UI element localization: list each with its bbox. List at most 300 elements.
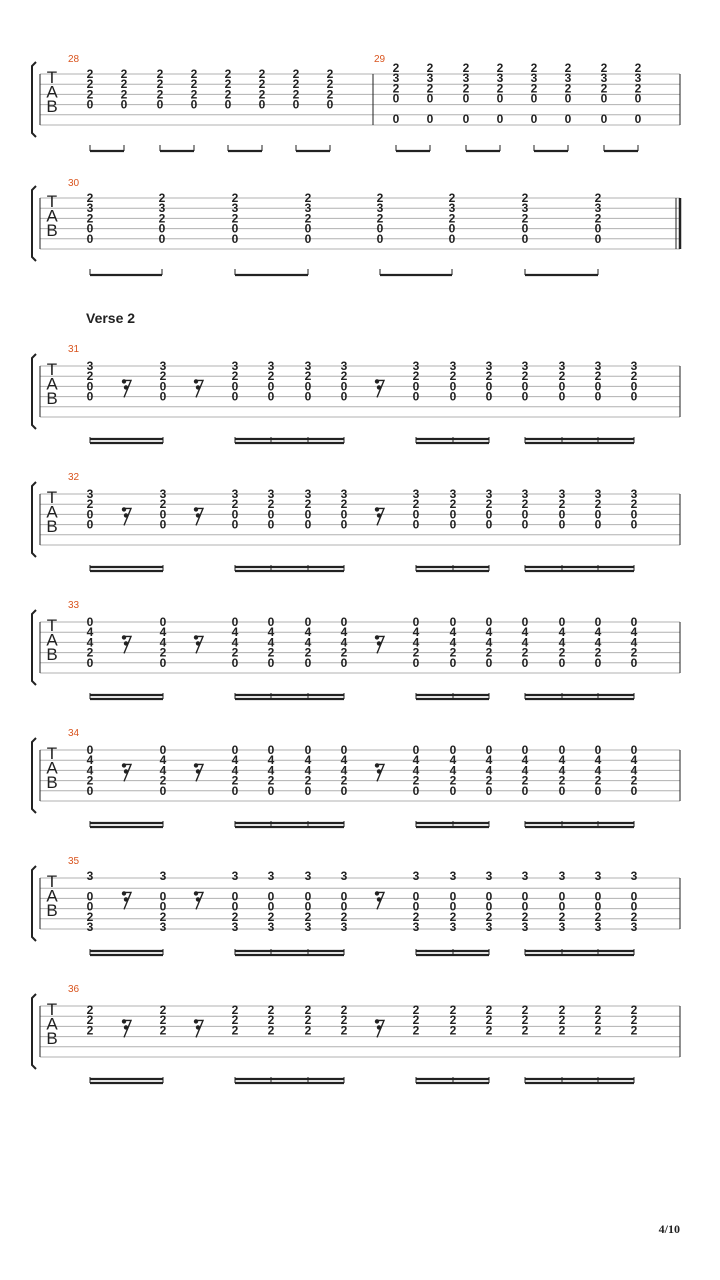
fret-number: 3 — [231, 487, 239, 501]
fret-number: 2 — [86, 1003, 94, 1017]
fret-number: 0 — [231, 517, 239, 532]
measure-number: 34 — [68, 728, 80, 739]
fret-number: 2 — [231, 191, 239, 205]
fret-number: 2 — [86, 77, 94, 92]
fret-number: 0 — [304, 899, 312, 914]
fret-number: 0 — [159, 389, 167, 404]
fret-number: 2 — [86, 1023, 94, 1038]
fret-number: 2 — [292, 67, 300, 81]
fret-number: 2 — [392, 61, 400, 75]
fret-number: 0 — [392, 91, 400, 106]
fret-number: 3 — [376, 201, 384, 216]
fret-number: 4 — [267, 635, 275, 650]
fret-number: 2 — [190, 67, 198, 81]
fret-number: 2 — [412, 1023, 420, 1038]
fret-number: 0 — [304, 507, 312, 522]
fret-number: 2 — [496, 81, 504, 96]
rest-dot — [124, 513, 128, 517]
fret-number: 2 — [449, 1013, 457, 1028]
fret-number: 0 — [558, 889, 566, 904]
fret-number: 3 — [159, 359, 167, 373]
fret-number: 0 — [190, 97, 198, 112]
fret-number: 3 — [86, 201, 94, 216]
fret-number: 0 — [530, 91, 538, 106]
fret-number: 2 — [86, 191, 94, 205]
fret-number: 0 — [86, 389, 94, 404]
fret-number: 4 — [86, 625, 94, 640]
system-bracket — [32, 354, 36, 429]
rest-dot — [122, 763, 126, 767]
fret-number: 0 — [594, 899, 602, 914]
fret-number: 2 — [426, 61, 434, 75]
fret-number: 0 — [630, 389, 638, 404]
fret-number: 3 — [558, 869, 566, 883]
fret-number: 2 — [120, 77, 128, 92]
fret-number: 4 — [304, 763, 312, 778]
fret-number: 2 — [496, 61, 504, 75]
fret-number: 0 — [462, 91, 470, 106]
tab-clef-letter: B — [46, 1029, 58, 1048]
fret-number: 2 — [267, 497, 275, 512]
fret-number: 0 — [449, 615, 457, 629]
fret-number: 2 — [412, 497, 420, 512]
fret-number: 3 — [304, 487, 312, 501]
system-bracket — [32, 610, 36, 685]
rest-dot — [124, 1025, 128, 1029]
fret-number: 0 — [594, 507, 602, 522]
fret-number: 0 — [267, 783, 275, 798]
fret-number: 2 — [86, 645, 94, 660]
fret-number: 2 — [449, 773, 457, 788]
fret-number: 2 — [326, 87, 334, 102]
fret-number: 3 — [304, 869, 312, 883]
tab-clef-letter: A — [46, 630, 58, 650]
fret-number: 3 — [485, 920, 493, 934]
fret-number: 3 — [304, 201, 312, 216]
fret-number: 2 — [267, 1023, 275, 1038]
fret-number: 0 — [564, 112, 572, 126]
fret-number: 4 — [485, 753, 493, 768]
fret-number: 2 — [340, 773, 348, 788]
fret-number: 0 — [630, 783, 638, 798]
system-bracket — [32, 866, 36, 941]
fret-number: 3 — [449, 487, 457, 501]
fret-number: 0 — [267, 615, 275, 629]
fret-number: 2 — [448, 211, 456, 226]
fret-number: 2 — [159, 1003, 167, 1017]
rest-dot — [377, 385, 381, 389]
fret-number: 2 — [630, 645, 638, 660]
fret-number: 0 — [594, 517, 602, 532]
fret-number: 4 — [267, 625, 275, 640]
tab-clef-letter: B — [46, 221, 58, 240]
fret-number: 0 — [449, 655, 457, 670]
fret-number: 2 — [340, 645, 348, 660]
fret-number: 2 — [340, 1003, 348, 1017]
fret-number: 3 — [392, 71, 400, 86]
fret-number: 2 — [462, 81, 470, 96]
fret-number: 0 — [292, 97, 300, 112]
fret-number: 2 — [190, 77, 198, 92]
fret-number: 0 — [86, 517, 94, 532]
fret-number: 2 — [412, 1003, 420, 1017]
fret-number: 0 — [412, 517, 420, 532]
fret-number: 2 — [231, 1013, 239, 1028]
tab-system — [32, 178, 680, 275]
fret-number: 0 — [558, 743, 566, 757]
fret-number: 4 — [159, 753, 167, 768]
fret-number: 0 — [267, 507, 275, 522]
fret-number: 2 — [449, 1023, 457, 1038]
fret-number: 4 — [86, 763, 94, 778]
fret-number: 2 — [86, 497, 94, 512]
fret-number: 2 — [412, 773, 420, 788]
fret-number: 0 — [412, 783, 420, 798]
fret-number: 2 — [304, 1023, 312, 1038]
fret-number: 4 — [594, 625, 602, 640]
fret-number: 0 — [304, 231, 312, 246]
fret-number: 0 — [449, 783, 457, 798]
fret-number: 4 — [412, 625, 420, 640]
tab-system — [32, 728, 680, 827]
fret-number: 3 — [267, 359, 275, 373]
fret-number: 0 — [231, 615, 239, 629]
fret-number: 4 — [304, 625, 312, 640]
fret-number: 0 — [521, 889, 529, 904]
tab-clef-letter: T — [46, 68, 58, 87]
tab-clef-letter: A — [46, 502, 58, 522]
fret-number: 2 — [340, 369, 348, 384]
fret-number: 0 — [594, 389, 602, 404]
fret-number: 2 — [224, 67, 232, 81]
fret-number: 0 — [340, 899, 348, 914]
fret-number: 0 — [340, 379, 348, 394]
fret-number: 2 — [156, 67, 164, 81]
fret-number: 4 — [558, 753, 566, 768]
fret-number: 0 — [449, 379, 457, 394]
measure-number: 35 — [68, 856, 80, 867]
fret-number: 0 — [630, 889, 638, 904]
fret-number: 2 — [594, 645, 602, 660]
fret-number: 2 — [600, 81, 608, 96]
fret-number: 3 — [630, 359, 638, 373]
fret-number: 0 — [630, 615, 638, 629]
fret-number: 0 — [231, 221, 239, 236]
fret-number: 0 — [449, 389, 457, 404]
fret-number: 0 — [158, 231, 166, 246]
fret-number: 2 — [304, 909, 312, 924]
tab-clef-letter: B — [46, 773, 58, 792]
fret-number: 0 — [485, 517, 493, 532]
fret-number: 0 — [159, 615, 167, 629]
fret-number: 0 — [159, 379, 167, 394]
fret-number: 3 — [86, 487, 94, 501]
fret-number: 2 — [190, 87, 198, 102]
fret-number: 3 — [231, 201, 239, 216]
fret-number: 3 — [267, 920, 275, 934]
fret-number: 4 — [630, 763, 638, 778]
fret-number: 0 — [159, 899, 167, 914]
fret-number: 3 — [530, 71, 538, 86]
fret-number: 2 — [292, 77, 300, 92]
fret-number: 0 — [485, 655, 493, 670]
fret-number: 2 — [449, 497, 457, 512]
fret-number: 2 — [86, 773, 94, 788]
rest-dot — [122, 891, 126, 895]
fret-number: 3 — [630, 869, 638, 883]
fret-number: 2 — [594, 773, 602, 788]
fret-number: 2 — [558, 1003, 566, 1017]
fret-number: 0 — [304, 517, 312, 532]
fret-number: 2 — [412, 369, 420, 384]
fret-number: 2 — [594, 191, 602, 205]
fret-number: 2 — [304, 645, 312, 660]
fret-number: 0 — [231, 783, 239, 798]
rest-dot — [196, 1025, 200, 1029]
fret-number: 3 — [412, 487, 420, 501]
fret-number: 0 — [485, 507, 493, 522]
fret-number: 0 — [156, 97, 164, 112]
fret-number: 0 — [86, 379, 94, 394]
fret-number: 2 — [630, 497, 638, 512]
fret-number: 4 — [521, 625, 529, 640]
fret-number: 0 — [594, 231, 602, 246]
rest-dot — [375, 379, 379, 383]
fret-number: 2 — [521, 1013, 529, 1028]
fret-number: 0 — [594, 783, 602, 798]
fret-number: 0 — [558, 507, 566, 522]
fret-number: 0 — [521, 507, 529, 522]
fret-number: 0 — [376, 221, 384, 236]
tab-clef-letter: A — [46, 374, 58, 394]
fret-number: 4 — [485, 625, 493, 640]
system-bracket — [32, 186, 36, 261]
fret-number: 4 — [159, 625, 167, 640]
system-bracket — [32, 62, 36, 137]
fret-number: 2 — [158, 211, 166, 226]
tab-clef-letter: A — [46, 886, 58, 906]
fret-number: 0 — [86, 97, 94, 112]
fret-number: 0 — [521, 783, 529, 798]
measure-number: 29 — [374, 54, 386, 65]
fret-number: 2 — [376, 191, 384, 205]
fret-number: 3 — [304, 920, 312, 934]
rest-dot — [375, 763, 379, 767]
fret-number: 3 — [594, 487, 602, 501]
fret-number: 2 — [521, 773, 529, 788]
fret-number: 0 — [86, 221, 94, 236]
system-bracket — [32, 482, 36, 557]
fret-number: 2 — [267, 909, 275, 924]
fret-number: 2 — [304, 1013, 312, 1028]
fret-number: 0 — [630, 743, 638, 757]
fret-number: 4 — [231, 763, 239, 778]
fret-number: 3 — [412, 359, 420, 373]
fret-number: 2 — [485, 369, 493, 384]
fret-number: 0 — [521, 615, 529, 629]
fret-number: 0 — [412, 507, 420, 522]
fret-number: 0 — [304, 783, 312, 798]
fret-number: 0 — [120, 97, 128, 112]
fret-number: 2 — [485, 773, 493, 788]
tab-clef-letter: B — [46, 517, 58, 536]
fret-number: 2 — [86, 1013, 94, 1028]
fret-number: 4 — [558, 763, 566, 778]
rest-dot — [124, 385, 128, 389]
fret-number: 2 — [594, 1013, 602, 1028]
fret-number: 4 — [412, 635, 420, 650]
fret-number: 2 — [86, 67, 94, 81]
fret-number: 0 — [412, 389, 420, 404]
fret-number: 0 — [594, 889, 602, 904]
fret-number: 3 — [485, 869, 493, 883]
fret-number: 2 — [231, 909, 239, 924]
fret-number: 2 — [558, 1023, 566, 1038]
fret-number: 4 — [231, 625, 239, 640]
rest-dot — [122, 635, 126, 639]
fret-number: 0 — [630, 507, 638, 522]
fret-number: 2 — [449, 909, 457, 924]
fret-number: 0 — [558, 655, 566, 670]
fret-number: 0 — [267, 743, 275, 757]
fret-number: 2 — [231, 211, 239, 226]
tab-clef-letter: A — [46, 758, 58, 778]
fret-number: 2 — [231, 369, 239, 384]
rest-dot — [375, 507, 379, 511]
fret-number: 2 — [521, 369, 529, 384]
fret-number: 2 — [594, 497, 602, 512]
tab-clef-letter: A — [46, 1014, 58, 1034]
fret-number: 2 — [304, 497, 312, 512]
fret-number: 4 — [159, 635, 167, 650]
fret-number: 2 — [412, 1013, 420, 1028]
fret-number: 0 — [521, 517, 529, 532]
fret-number: 0 — [449, 743, 457, 757]
fret-number: 2 — [521, 191, 529, 205]
fret-number: 2 — [159, 369, 167, 384]
fret-number: 2 — [231, 1003, 239, 1017]
fret-number: 3 — [521, 920, 529, 934]
fret-number: 0 — [521, 221, 529, 236]
fret-number: 0 — [600, 112, 608, 126]
fret-number: 0 — [304, 889, 312, 904]
fret-number: 2 — [340, 1013, 348, 1028]
fret-number: 4 — [340, 635, 348, 650]
fret-number: 3 — [231, 920, 239, 934]
fret-number: 2 — [304, 1003, 312, 1017]
fret-number: 0 — [340, 889, 348, 904]
fret-number: 0 — [159, 507, 167, 522]
fret-number: 3 — [449, 869, 457, 883]
fret-number: 0 — [304, 221, 312, 236]
fret-number: 2 — [521, 497, 529, 512]
fret-number: 3 — [449, 920, 457, 934]
fret-number: 2 — [292, 87, 300, 102]
fret-number: 3 — [449, 359, 457, 373]
fret-number: 3 — [496, 71, 504, 86]
fret-number: 2 — [449, 645, 457, 660]
fret-number: 3 — [558, 920, 566, 934]
fret-number: 2 — [267, 369, 275, 384]
fret-number: 0 — [594, 379, 602, 394]
fret-number: 2 — [530, 81, 538, 96]
fret-number: 4 — [412, 753, 420, 768]
fret-number: 0 — [634, 112, 642, 126]
fret-number: 0 — [521, 655, 529, 670]
fret-number: 2 — [558, 909, 566, 924]
fret-number: 2 — [521, 1023, 529, 1038]
fret-number: 0 — [340, 783, 348, 798]
fret-number: 2 — [630, 909, 638, 924]
fret-number: 4 — [630, 635, 638, 650]
fret-number: 0 — [558, 615, 566, 629]
rest-dot — [196, 769, 200, 773]
fret-number: 0 — [600, 91, 608, 106]
rest-dot — [122, 507, 126, 511]
fret-number: 0 — [594, 615, 602, 629]
fret-number: 3 — [158, 201, 166, 216]
tab-system — [32, 472, 680, 571]
section-label: Verse 2 — [86, 310, 136, 326]
fret-number: 4 — [304, 635, 312, 650]
fret-number: 2 — [231, 773, 239, 788]
tab-clef-letter: T — [46, 360, 58, 379]
fret-number: 2 — [231, 497, 239, 512]
fret-number: 0 — [594, 221, 602, 236]
fret-number: 0 — [530, 112, 538, 126]
fret-number: 2 — [594, 1023, 602, 1038]
fret-number: 0 — [521, 743, 529, 757]
rest-dot — [194, 1019, 198, 1023]
rest-dot — [377, 641, 381, 645]
rest-dot — [124, 641, 128, 645]
rest-dot — [196, 513, 200, 517]
rest-dot — [377, 769, 381, 773]
fret-number: 3 — [594, 869, 602, 883]
fret-number: 2 — [392, 81, 400, 96]
fret-number: 4 — [340, 753, 348, 768]
fret-number: 0 — [267, 889, 275, 904]
fret-number: 3 — [594, 359, 602, 373]
fret-number: 3 — [340, 869, 348, 883]
fret-number: 0 — [412, 615, 420, 629]
fret-number: 0 — [231, 389, 239, 404]
tab-system — [32, 856, 680, 955]
fret-number: 0 — [449, 899, 457, 914]
fret-number: 2 — [594, 211, 602, 226]
fret-number: 0 — [224, 97, 232, 112]
fret-number: 2 — [156, 87, 164, 102]
fret-number: 3 — [426, 71, 434, 86]
fret-number: 0 — [86, 507, 94, 522]
fret-number: 2 — [258, 87, 266, 102]
fret-number: 0 — [340, 507, 348, 522]
fret-number: 0 — [231, 889, 239, 904]
fret-number: 3 — [558, 487, 566, 501]
fret-number: 0 — [564, 91, 572, 106]
fret-number: 4 — [231, 635, 239, 650]
fret-number: 2 — [630, 1013, 638, 1028]
tab-system — [32, 600, 680, 699]
tab-clef-letter: T — [46, 488, 58, 507]
fret-number: 0 — [231, 379, 239, 394]
fret-number: 0 — [267, 389, 275, 404]
fret-number: 0 — [412, 899, 420, 914]
tab-clef-letter: T — [46, 744, 58, 763]
fret-number: 4 — [630, 625, 638, 640]
fret-number: 0 — [326, 97, 334, 112]
measure-number: 28 — [68, 54, 80, 65]
